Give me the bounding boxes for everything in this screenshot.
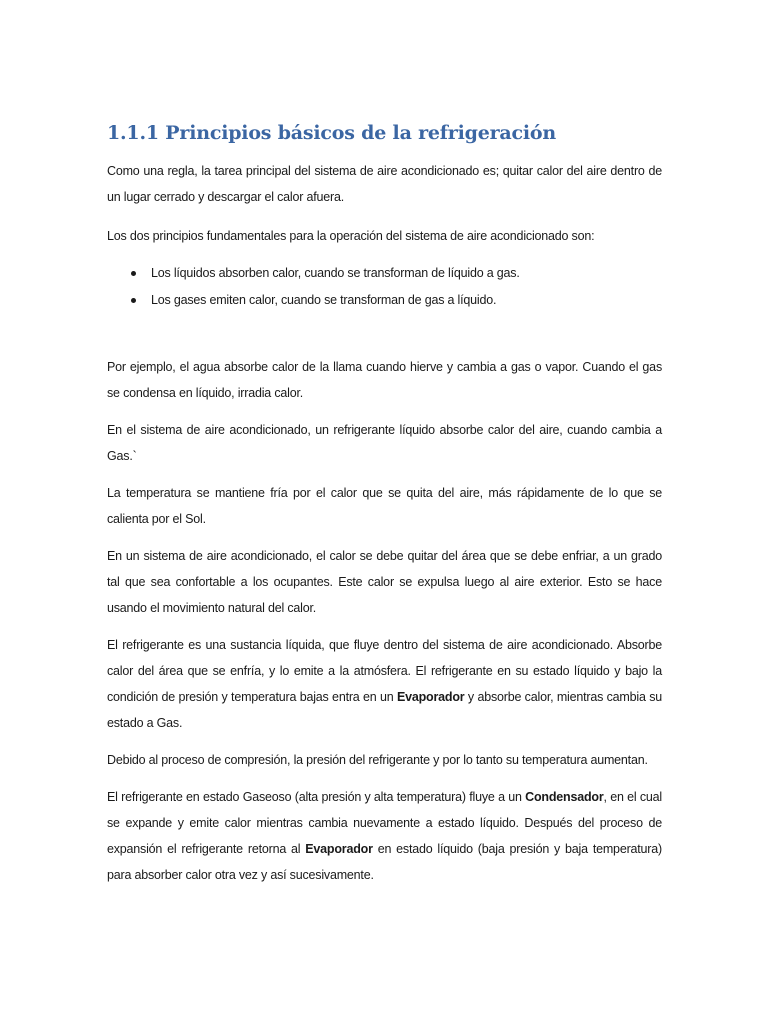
text-run: El refrigerante es una sustancia líquida, que fluye dentro del sistema de aire acondicionado. Absorbe calor del área que se enfría, y lo emite a la atmósfera. El refrigerante en su estado líquido y bajo la condición de presión y temperatura bajas entra en un [107, 638, 662, 704]
paragraph-example: Por ejemplo, el agua absorbe calor de la llama cuando hierve y cambia a gas o vapor. Cuando el gas se condensa en líquido, irradia calor. [107, 360, 662, 400]
bold-term-condensador: Condensador [525, 790, 604, 804]
paragraph-refrigerant-description [107, 632, 662, 736]
paragraph-refrigerant-absorbs: En el sistema de aire acondicionado, un refrigerante líquido absorbe calor del aire, cuando cambia a Gas.` [107, 423, 662, 463]
section-heading: 1.1.1 Principios básicos de la refrigeración [107, 122, 556, 144]
text-run: El refrigerante en estado Gaseoso (alta presión y alta temperatura) fluye a un [107, 790, 526, 804]
principles-list [107, 260, 662, 314]
list-item [107, 260, 662, 287]
text-run: en estado líquido (baja presión y baja temperatura) para absorber calor otra vez y así sucesivamente. [107, 842, 662, 882]
list-item [107, 287, 662, 314]
text-run: y absorbe calor, mientras cambia su estado a Gas. [107, 690, 662, 730]
paragraph-principles-intro: Los dos principios fundamentales para la operación del sistema de aire acondicionado son: [107, 229, 595, 243]
text-run: , en el cual se expande y emite calor mientras cambia nuevamente a estado líquido. Después del proceso de expansión el refrigerante retorna al [107, 790, 662, 856]
paragraph-rule: Como una regla, la tarea principal del sistema de aire acondicionado es; quitar calor del aire dentro de un lugar cerrado y descargar el calor afuera. [107, 164, 662, 204]
bold-term-evaporador: Evaporador [305, 842, 373, 856]
bold-term-evaporador: Evaporador [396, 690, 465, 704]
list-item-text: Los gases emiten calor, cuando se transforman de gas a líquido. [151, 293, 497, 307]
paragraph-compression: Debido al proceso de compresión, la presión del refrigerante y por lo tanto su temperatura aumentan. [107, 753, 648, 767]
paragraph-heat-removal: En un sistema de aire acondicionado, el calor se debe quitar del área que se debe enfriar, a un grado tal que sea confortable a los ocupantes. Este calor se expulsa luego al aire exterior. Esto se hace usando el movimiento natural del calor. [107, 549, 662, 615]
paragraph-cycle [107, 784, 662, 888]
bullet-icon [131, 298, 136, 303]
list-item-text: Los líquidos absorben calor, cuando se transforman de líquido a gas. [151, 266, 520, 280]
bullet-icon [131, 271, 136, 276]
paragraph-temperature: La temperatura se mantiene fría por el calor que se quita del aire, más rápidamente de lo que se calienta por el Sol. [107, 486, 662, 526]
